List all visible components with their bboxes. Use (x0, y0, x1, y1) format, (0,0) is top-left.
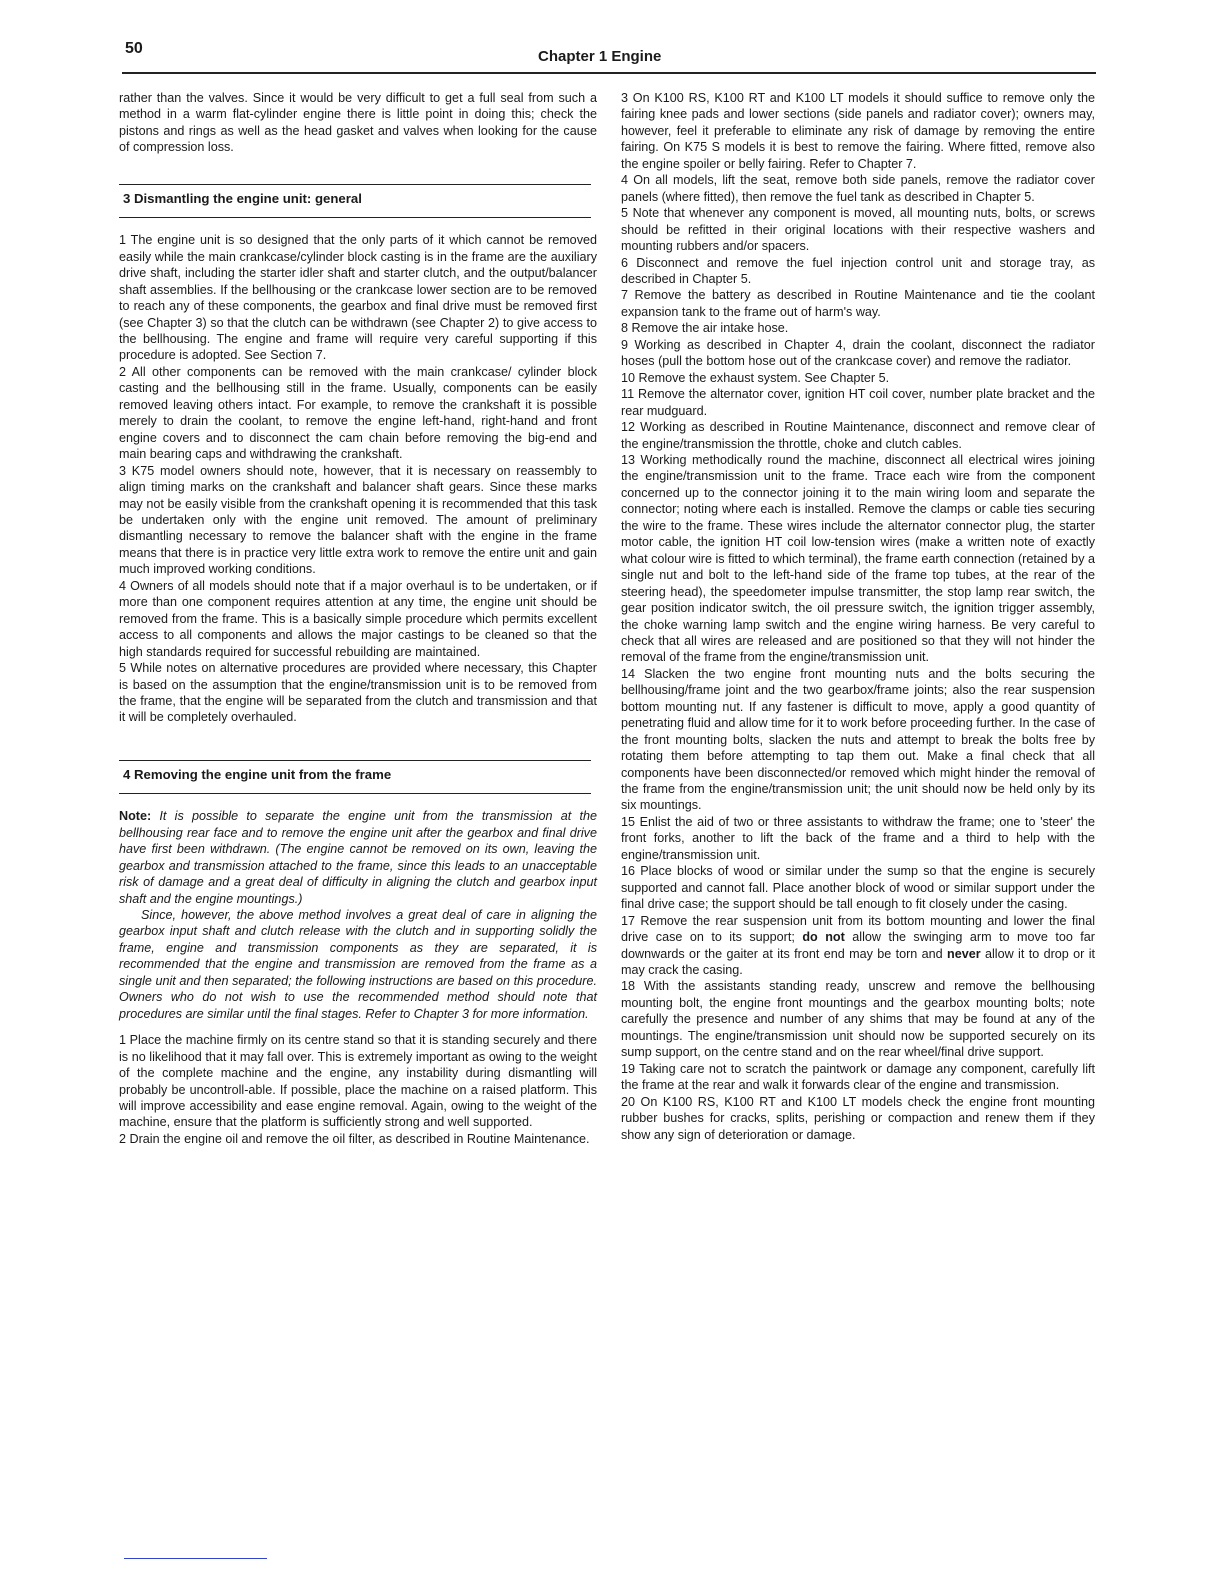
right-column (621, 90, 1095, 1143)
s3-paragraph-4: 4 Owners of all models should note that if a major overhaul is to be undertaken, or if more than one component requires attention at any time, the engine unit should be removed from the frame. This is a basically simple procedure which permits excellent access to all components and allows the major castings to be cleaned so that the high standards required for successful rebuilding are maintained. (119, 578, 597, 659)
note-paragraph-2: Since, however, the above method involves a great deal of care in aligning the gearbox input shaft and clutch release with the clutch and in supporting solidly the frame, engine and transmission components as they are separated, it is recommended that the engine and transmission are removed from the frame as a single unit and then separated; the following instructions are based on this procedure. Owners who do not wish to use the recommended method should note that procedures are similar until the final stages. Refer to Chapter 3 for more information. (119, 908, 597, 1021)
section-3-heading: 3 Dismantling the engine unit: general (119, 184, 591, 218)
s4-paragraph-7: 7 Remove the battery as described in Routine Maintenance and tie the coolant expansion tank to the frame out of harm's way. (621, 288, 1095, 319)
s4-paragraph-15: 15 Enlist the aid of two or three assistants to withdraw the frame; one to 'steer' the front forks, another to lift the back of the frame and a third to help with the engine/transmission unit. (621, 814, 1095, 862)
p17-part-a: 17 Remove the rear suspension unit from its bottom mounting and lower the final drive case on to its support; (621, 913, 1095, 945)
p17-part-e: allow it to drop or it may crack the casing. (621, 946, 1095, 978)
s3-paragraph-2: 2 All other components can be removed with the main crankcase/ cylinder block casting and the bellhousing still in the frame. Usually, components can be easily removed leaving others intact. For example, to remove the crankshaft it is possible merely to drain the coolant, to remove the engine left-hand, right-hand and front engine covers and to disconnect the cam chain before removing the big-end and main bearing caps and withdrawing the crankshaft. (119, 364, 597, 462)
header-rule (122, 72, 1096, 74)
footer-rule (124, 1558, 267, 1559)
s4-paragraph-13: 13 Working methodically round the machine, disconnect all electrical wires joining the engine/transmission unit to the frame. Trace each wire from the component concerned up to the connector joining it to the main wiring loom and separate the connector; noting where each is installed. Remove the clamps or cable ties securing the wire to the frame. These wires include the alternator connector plug, the starter motor cable, the ignition HT coil low-tension wires (make a written note of exactly what colour wire is fitted to which terminal), the frame earth connection (retained by a single nut and bolt to the left-hand side of the frame top tubes, at the rear of the steering head), the speedometer impulse transmitter, the stop lamp rear switch, the gear position indicator switch, the oil pressure switch, the ignition trigger assembly, the choke warning lamp switch and the engine wiring harness. Be very careful to check that all wires are released and are positioned so that they will not hinder the removal of the frame from the engine/transmission unit. (621, 452, 1095, 665)
running-head: Chapter 1 Engine (538, 48, 662, 65)
s3-paragraph-1: 1 The engine unit is so designed that the only parts of it which cannot be removed easily while the main crankcase/cylinder block casting is in the frame are the auxiliary drive shaft, including the starter idler shaft and starter clutch, and the output/balancer shaft assemblies. If the bellhousing or the crankcase lower section are to be removed to reach any of these components, the gearbox and final drive must be removed first (see Chapter 3) so that the clutch can be withdrawn (see Chapter 2) to give access to the bellhousing. The engine and frame will require very careful supporting if this procedure is adopted. See Section 7. (119, 233, 597, 363)
note-paragraph (119, 808, 597, 907)
note-text: It is possible to separate the engine unit from the transmission at the bellhousing rear face and to remove the engine unit after the gearbox and final drive have first been withdrawn. (The engine cannot be removed on its own, leaving the gearbox and transmission attached to the frame, since this leads to an unacceptable risk of damage and a great deal of difficulty in aligning the clutch and gearbox input shaft and the engine mountings.) (119, 809, 597, 906)
s4-paragraph-19: 19 Taking care not to scratch the paintwork or damage any component, carefully lift the frame at the rear and walk it forwards clear of the engine and transmission. (621, 1061, 1095, 1093)
intro-paragraph: rather than the valves. Since it would be very difficult to get a full seal from such a method in a warm flat-cylinder engine there is little point in doing this; check the pistons and rings as well as the head gasket and valves when looking for the cause of compression loss. (119, 91, 597, 155)
p17-emphasis-never: never (947, 946, 981, 961)
s4-paragraph-10: 10 Remove the exhaust system. See Chapter 5. (621, 370, 890, 385)
s4-paragraph-9: 9 Working as described in Chapter 4, drain the coolant, disconnect the radiator hoses (pull the bottom hose out of the crankcase cover) and remove the radiator. (621, 337, 1095, 369)
s4-paragraph-6: 6 Disconnect and remove the fuel injection control unit and storage tray, as described in Chapter 5. (621, 255, 1095, 286)
s4-paragraph-1: 1 Place the machine firmly on its centre stand so that it is standing securely and there is no likelihood that it may fall over. This is extremely important as owing to the weight of the complete machine and the engine, any instability during dismantling will probably be uncontroll-able. If possible, place the machine on a raised platform. This will improve accessibility and ease engine removal. Again, owing to the weight of the machine, ensure that the platform is sufficiently strong and well supported. (119, 1033, 597, 1130)
s3-paragraph-5: 5 While notes on alternative procedures are provided where necessary, this Chapter is based on the assumption that the engine/transmission unit is to be removed from the frame, that the engine will be separated from the clutch and transmission and that it will be completely overhauled. (119, 661, 597, 725)
note-label: Note: (119, 809, 152, 824)
section-4-heading: 4 Removing the engine unit from the frame (119, 760, 591, 794)
p17-emphasis-do-not: do not (802, 930, 845, 945)
s4-paragraph-4: 4 On all models, lift the seat, remove both side panels, remove the radiator cover panels (where fitted), then remove the fuel tank as described in Chapter 5. (621, 173, 1095, 204)
s4-paragraph-2: 2 Drain the engine oil and remove the oil filter, as described in Routine Maintenance. (119, 1131, 590, 1146)
s4-paragraph-3: 3 On K100 RS, K100 RT and K100 LT models it should suffice to remove only the fairing knee pads and lower sections (side panels and radiator cover); owners may, however, feel it preferable to eliminate any risk of damage by removing the entire fairing. On K75 S models it is best to remove the fairing. Where fitted, remove also the engine spoiler or belly fairing. Refer to Chapter 7. (621, 91, 1095, 171)
s4-paragraph-12: 12 Working as described in Routine Maintenance, disconnect and remove clear of the engine/transmission the throttle, choke and clutch cables. (621, 420, 1095, 451)
page-number: 50 (125, 40, 143, 57)
s4-paragraph-16: 16 Place blocks of wood or similar under the sump so that the engine is securely supported and cannot fall. Place another block of wood or similar support under the final drive case; the support should be tall enough to fit closely under the casing. (621, 864, 1095, 912)
s4-paragraph-5: 5 Note that whenever any component is moved, all mounting nuts, bolts, or screws should be refitted in their original locations with their respective washers and mounting rubbers and/or spacers. (621, 206, 1095, 254)
s4-paragraph-8: 8 Remove the air intake hose. (621, 321, 789, 336)
p17-part-c: allow the swinging arm to move too far downwards or the gaiter at its front end may be torn and (621, 930, 1095, 961)
s4-paragraph-20: 20 On K100 RS, K100 RT and K100 LT models check the engine front mounting rubber bushes for cracks, splits, perishing or compaction and renew them if they show any sign of deterioration or damage. (621, 1094, 1095, 1142)
s4-paragraph-17 (621, 913, 1095, 979)
s4-paragraph-11: 11 Remove the alternator cover, ignition HT coil cover, number plate bracket and the rear mudguard. (621, 387, 1095, 418)
s4-paragraph-14: 14 Slacken the two engine front mounting nuts and the bolts securing the bellhousing/frame joint and the two gearbox/frame joints; also the rear suspension bottom mounting nut. If any fastener is difficult to move, apply a good quantity of penetrating fluid and allow time for it to work before proceeding further. In the case of the front mounting bolts, slacken the nuts and attempt to break the bolts free by rotating them before attempting to tap them out. Make a final check that all components have been disconnected/or removed which might hinder the removal of the frame from the engine/transmission unit; the unit should now be held only by its six mountings. (621, 666, 1095, 813)
left-column (119, 90, 597, 1147)
s3-paragraph-3: 3 K75 model owners should note, however, that it is necessary on reassembly to align timing marks on the crankshaft and balancer shaft gears. Since these marks may not be easily visible from the crankshaft opening it is recommended that this task be undertaken only with the engine unit removed. The amount of preliminary dismantling necessary to remove the balancer shaft with the engine in the frame means that there is in practice very little extra work to remove the entire unit and gain much improved working conditions. (119, 463, 597, 577)
s4-paragraph-18: 18 With the assistants standing ready, unscrew and remove the bellhousing mounting bolt, the engine front mountings and the gearbox mounting bolts; note carefully the presence and number of any shims that may be found at any of the mountings. The engine/transmission unit should now be supported securely on its sump support, on the centre stand and on the rear wheel/final drive support. (621, 979, 1095, 1060)
